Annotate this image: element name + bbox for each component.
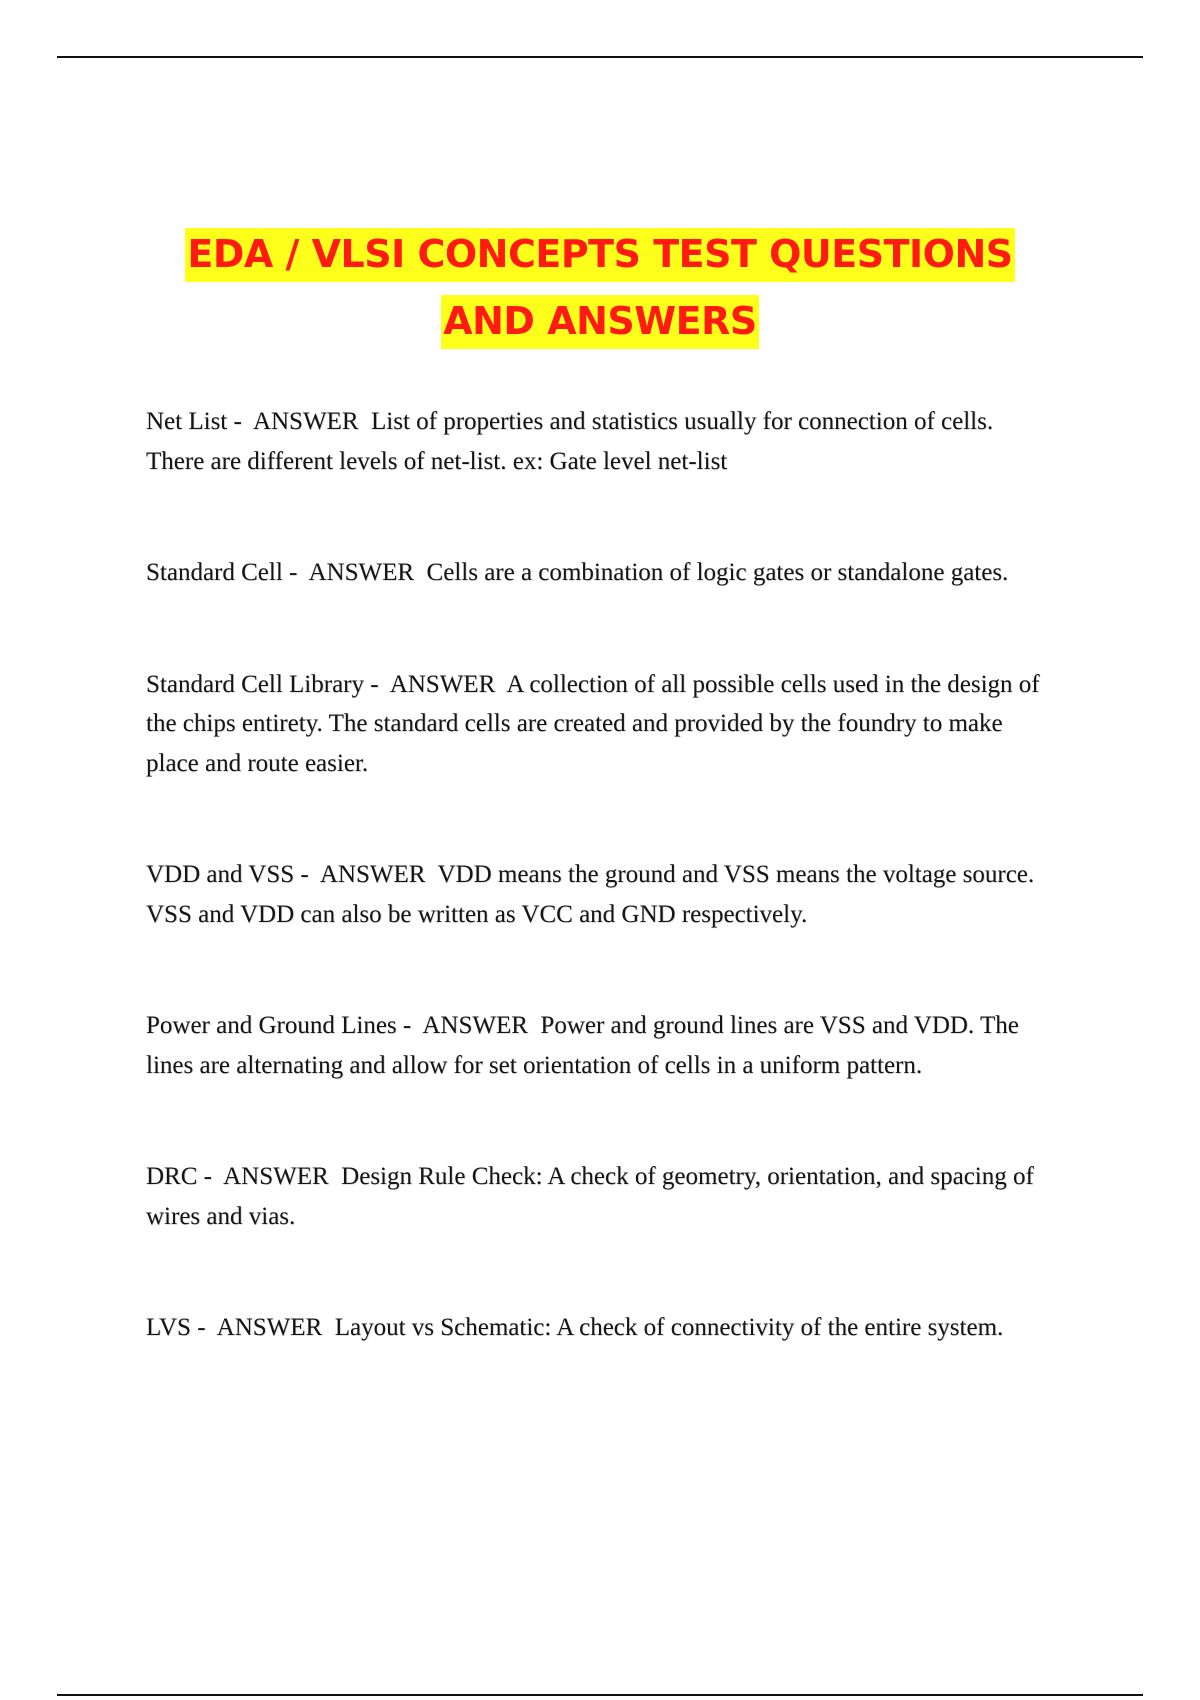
qa-item-drc (146, 1157, 1056, 1236)
answer-label: ANSWER (389, 670, 496, 698)
title-line-2: AND ANSWERS (441, 295, 759, 349)
title-line-1: EDA / VLSI CONCEPTS TEST QUESTIONS (185, 228, 1014, 282)
qa-answer: Power and ground lines are VSS and VDD. The lines are alternating and allow for set orientation of cells in a uniform pattern. (146, 1012, 1019, 1079)
header-rule (57, 56, 1143, 58)
qa-list (146, 402, 1056, 1348)
answer-label: ANSWER (223, 1163, 329, 1190)
qa-term: VDD and VSS - (146, 861, 320, 888)
answer-label: ANSWER (422, 1012, 528, 1039)
qa-term: Standard Cell - (146, 559, 308, 586)
qa-answer: Layout vs Schematic: A check of connectivity of the entire system. (334, 1314, 1004, 1341)
footer-rule (57, 1694, 1143, 1696)
qa-term: LVS - (146, 1314, 217, 1341)
qa-item-power-and-ground-lines (146, 1006, 1056, 1085)
qa-term: DRC - (146, 1163, 223, 1190)
answer-label: ANSWER (308, 559, 415, 586)
answer-label: ANSWER (319, 861, 426, 888)
qa-answer: Design Rule Check: A check of geometry, orientation, and spacing of wires and vias. (146, 1163, 1034, 1230)
qa-item-lvs (146, 1308, 1056, 1348)
qa-answer: VDD means the ground and VSS means the voltage source. VSS and VDD can also be written as VCC and GND respectively. (146, 861, 1035, 928)
qa-item-vdd-and-vss (146, 855, 1056, 934)
qa-answer: Cells are a combination of logic gates or standalone gates. (426, 559, 1009, 586)
qa-term: Standard Cell Library - (146, 671, 390, 698)
answer-label: ANSWER (216, 1314, 323, 1341)
qa-item-standard-cell (146, 553, 1056, 593)
qa-item-standard-cell-library (146, 665, 1056, 784)
qa-answer: A collection of all possible cells used in the design of the chips entirety. The standard cells are created and provided by the foundry to make place and route easier. (146, 670, 1040, 777)
answer-label: ANSWER (252, 408, 359, 435)
qa-item-net-list (146, 402, 1056, 481)
document-title (100, 221, 1100, 355)
qa-term: Power and Ground Lines - (146, 1012, 422, 1039)
qa-term: Net List - (146, 408, 253, 435)
qa-answer: List of properties and statistics usually for connection of cells. There are different levels of net-list. ex: Gate level net-list (146, 408, 994, 475)
